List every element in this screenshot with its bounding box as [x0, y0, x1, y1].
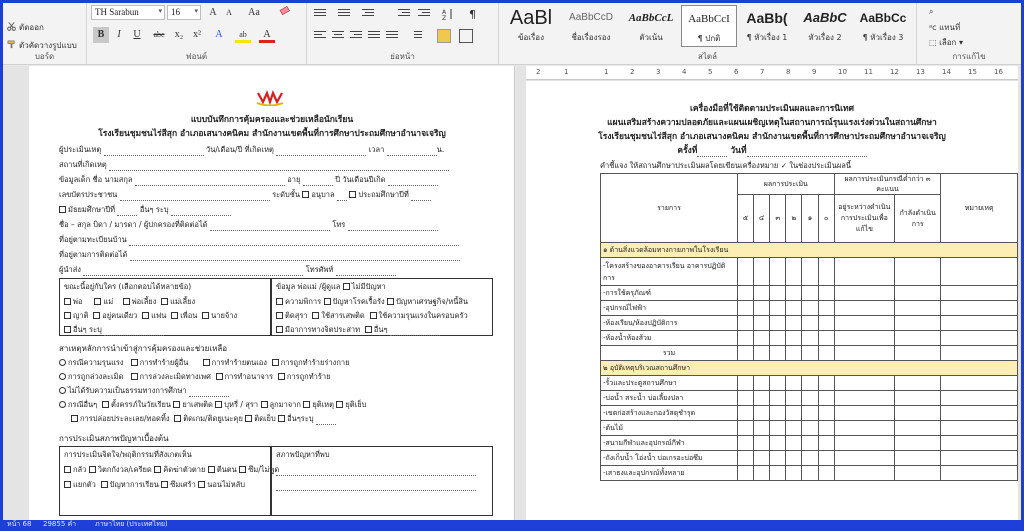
checkbox[interactable]	[93, 312, 100, 319]
clear-formatting-button[interactable]	[277, 5, 293, 21]
checkbox[interactable]	[215, 401, 222, 408]
strikethrough-button[interactable]: abc	[153, 30, 165, 39]
left-gutter	[3, 66, 29, 520]
score-col: ๐	[818, 195, 834, 243]
line-spacing-button[interactable]	[409, 29, 423, 43]
col-header-below: ผลการประเมินกรณีต่ำกว่า ๓ คะแนน	[834, 174, 941, 195]
table-row: -ห้องน้ำห้องส้วม	[601, 331, 738, 346]
ruler-tick: 1	[604, 68, 609, 76]
checkbox[interactable]	[324, 298, 331, 305]
ruler-tick: 1	[564, 68, 569, 76]
style-sample: AaBbC	[803, 10, 847, 25]
checkbox[interactable]	[387, 298, 394, 305]
ruler-tick: 12	[890, 68, 899, 76]
parent-info-row-3: มีอาการทางจิตประสาท อื่นๆ	[276, 324, 440, 336]
format-painter-label: ตัวคัดวางรูปแบบ	[19, 41, 77, 50]
eraser-icon	[279, 5, 291, 17]
left-page[interactable]	[29, 66, 515, 520]
chevron-down-icon: ▾	[158, 7, 162, 15]
score-col: ๓	[770, 195, 786, 243]
styles-group-label: สไตล์	[697, 52, 717, 61]
chevron-down-icon: ▾	[194, 7, 198, 15]
assess-row-1: กลัว วิตกกังวล/เครียด คิดฆ่าตัวตาย ตีนตน ซึม/ไม่พูด	[64, 464, 279, 476]
replace-button[interactable]	[929, 21, 960, 34]
language-indicator[interactable]: ภาษาไทย (ประเทศไทย)	[95, 520, 168, 528]
style-sample: AaBl	[509, 7, 553, 29]
radio[interactable]	[59, 401, 66, 408]
checkbox[interactable]	[303, 401, 310, 408]
field-contact-address: ที่อยู่ตามการติดต่อได้	[59, 249, 460, 261]
checkbox[interactable]	[278, 415, 285, 422]
horizontal-ruler[interactable]	[526, 66, 1018, 80]
style-sample: AaBbCc	[859, 11, 907, 25]
table-row: -ห้องเรียน/ห้องปฏิบัติการ	[601, 316, 738, 331]
multilevel-list-button[interactable]	[361, 7, 375, 21]
score-col: ๕	[737, 195, 753, 243]
clipboard-group-label: บอร์ด	[34, 52, 55, 61]
living-with-row-2: ญาติ อยู่คนเดียว แฟน เพื่อน นายจ้าง	[64, 310, 237, 322]
ruler-tick: 2	[630, 68, 635, 76]
checkbox[interactable]	[173, 401, 180, 408]
italic-button[interactable]: I	[117, 29, 121, 40]
style-heading-1[interactable]	[739, 5, 795, 47]
table-row: -บ่อน้ำ สระน้ำ บ่อเลี้ยงปลา	[601, 391, 738, 406]
right-instruction: คำชี้แจง ให้สถานศึกษาประเมินผลโดยเขียนเครื่องหมาย ✓ ในช่องประเมินผลนี้	[600, 161, 851, 170]
checkbox[interactable]	[142, 312, 149, 319]
shading-button[interactable]	[437, 29, 451, 43]
checkbox[interactable]	[239, 466, 246, 473]
text-effects-button[interactable]: A	[215, 29, 223, 40]
cut-button[interactable]	[7, 21, 44, 34]
field-id-number: เลขบัตรประชาชน ระดับชั้น อนุบาล ประถมศึกษาปีที่	[59, 189, 431, 201]
left-title: แบบบันทึกการคุ้มครองและช่วยเหลือนักเรียน	[190, 115, 354, 125]
style-name: ชื่อเรื่องรอง	[571, 33, 611, 42]
checkbox[interactable]	[302, 191, 309, 198]
checkbox[interactable]	[174, 415, 181, 422]
checkbox[interactable]	[349, 191, 356, 198]
styles-group	[499, 3, 917, 65]
checkbox[interactable]	[245, 415, 252, 422]
field-guardian: ชื่อ – สกุล บิดา / มารดา / ผู้ปกครองที่ติดต่อได้ โทร	[59, 219, 438, 231]
living-with-row-1: พ่อ แม่ พ่อเลี้ยง แม่เลี้ยง	[64, 296, 195, 308]
clipboard-group	[3, 3, 87, 65]
checkbox[interactable]	[94, 298, 101, 305]
checkbox[interactable]	[202, 312, 209, 319]
subscript-button[interactable]: x₂	[174, 29, 184, 40]
font-group	[87, 3, 307, 65]
superscript-button[interactable]: x²	[193, 29, 201, 40]
radio[interactable]	[59, 359, 66, 366]
highlight-button[interactable]: ab	[235, 27, 251, 43]
paintbrush-icon	[7, 40, 16, 49]
cause-row-3: ไม่ได้รับความเป็นธรรมทางการศึกษา	[59, 385, 229, 397]
left-document-pane[interactable]	[3, 66, 515, 520]
checkbox[interactable]	[278, 373, 285, 380]
assess-problem-heading: สภาพปัญหาที่พบ	[276, 450, 330, 459]
parent-info-heading: ข้อมูล พ่อแม่ /ผู้ดูแล ไม่มีปัญหา	[276, 282, 386, 291]
checkbox[interactable]	[203, 359, 210, 366]
radio[interactable]	[59, 387, 66, 394]
cut-label: ตัดออก	[19, 23, 44, 32]
style-emphasis[interactable]	[623, 5, 679, 47]
style-name: ตัวเน้น	[639, 33, 663, 42]
right-title-2: แผนเสริมสร้างความปลอดภัยและแผนเผชิญเหตุในสถานการณ์รุนแรงเร่งด่วนในสถานศึกษา	[607, 118, 937, 128]
col-header-below-b: กำลังดำเนินการ	[895, 195, 941, 243]
ruler-tick: 3	[656, 68, 661, 76]
font-name-combo[interactable]	[91, 5, 165, 20]
right-title-3: โรงเรียนชุมชนไร่สีสุก อำเภอเสนางคนิคม สำนักงานเขตพื้นที่การศึกษาประถมศึกษาอำนาจเจริญ	[598, 132, 946, 142]
checkbox[interactable]	[123, 298, 130, 305]
table-row: -อุปกรณ์ไฟฟ้า	[601, 301, 738, 316]
assess-mind-heading: การประเมินจิตใจ/พฤติกรรมที่สังเกตเห็น	[64, 450, 192, 459]
ribbon	[3, 3, 1021, 65]
checkbox[interactable]	[365, 326, 372, 333]
ruler-tick: 14	[942, 68, 951, 76]
right-page[interactable]	[526, 81, 1018, 520]
ruler-tick: 6	[734, 68, 739, 76]
checkbox[interactable]	[101, 481, 108, 488]
table-row: -ต้นไม้	[601, 421, 738, 436]
cause-row-4: กรณีอื่นๆ ตั้งครรภ์ในวัยเรียน ยาเสพติด บุหรี่ / สุรา ลูกมาจาก ยุติเหตุ ยุติเย็บ	[59, 399, 366, 411]
style-title[interactable]	[503, 5, 559, 47]
ruler-tick: 7	[760, 68, 765, 76]
ruler-tick: 2	[536, 68, 541, 76]
checkbox[interactable]	[370, 312, 377, 319]
cause-row-5: การปล่อยประละเลย/ทอดทิ้ง ติดเกม/ติดยูเนะคุย ติดเย็บ อื่นๆระบุ	[71, 413, 336, 425]
field-child-name: ข้อมูลเด็ก ชื่อ นามสกุล อายุ ปี วันเดือนปีเกิด	[59, 174, 438, 186]
parent-info-box	[271, 278, 493, 336]
svg-text:¶: ¶	[469, 8, 476, 21]
table-row: -เสาธงและอุปกรณ์ทั้งหลาย	[601, 466, 738, 481]
col-header-result: ผลการประเมิน	[737, 174, 834, 195]
checkbox[interactable]	[154, 466, 161, 473]
ruler-tick: 10	[838, 68, 847, 76]
assess-problem-box	[271, 446, 493, 516]
style-sample: AaBbCcI	[688, 13, 730, 25]
assess-heading: การประเมินสภาพปัญหาเบื้องต้น	[59, 434, 169, 443]
checkbox[interactable]	[64, 481, 71, 488]
align-right-button[interactable]	[349, 29, 363, 43]
font-name-value: TH Sarabun	[95, 7, 139, 17]
checkbox[interactable]	[161, 481, 168, 488]
change-case-button[interactable]: Aa	[248, 7, 260, 18]
col-header-below-a: อยู่ระหว่างดำเนินการประเมินเพื่อแก้ไข	[834, 195, 894, 243]
checkbox[interactable]	[208, 466, 215, 473]
cause-heading: สาเหตุหลักการนำเข้าสู่การคุ้มครองและช่วยเหลือ	[59, 344, 228, 353]
assess-mind-box	[59, 446, 280, 516]
left-subtitle: โรงเรียนชุมชนไร่สีสุก อำเภอเสนางคนิคม สำนักงานเขตพื้นที่การศึกษาประถมศึกษาอำนาจเจริญ	[98, 129, 446, 139]
font-size-combo[interactable]	[167, 5, 201, 20]
style-subtitle[interactable]	[561, 5, 621, 47]
style-sample: AaBb(	[746, 10, 788, 26]
checkbox[interactable]	[59, 206, 66, 213]
ruler-tick: 9	[812, 68, 817, 76]
parent-info-row-2: ติดสุรา ใช้สารเสพติด ใช้ความรุนแรงในครอบครัว	[276, 310, 468, 322]
cursor-icon: ⬚	[929, 38, 940, 47]
field-home-address: ที่อยู่ตามทะเบียนบ้าน	[59, 234, 459, 246]
assess-problem-line	[276, 467, 476, 476]
assess-problem-line	[276, 482, 476, 491]
col-header-item: รายการ	[601, 174, 738, 243]
distributed-button[interactable]	[385, 29, 399, 43]
word-window	[3, 3, 1021, 528]
select-label: เลือก	[939, 38, 957, 47]
checkbox[interactable]	[64, 466, 71, 473]
style-heading-3[interactable]	[855, 5, 911, 47]
style-name: ¶ ปกติ	[697, 34, 721, 43]
checkbox[interactable]	[261, 401, 268, 408]
checkbox[interactable]	[64, 326, 71, 333]
checkbox[interactable]	[276, 312, 283, 319]
cause-row-1: กรณีความรุนแรง การทำร้ายผู้อื่น การทำร้ายตนเอง การถูกทำร้ายร่างกาย	[59, 357, 349, 369]
living-with-box	[59, 278, 271, 336]
page-indicator[interactable]: หน้า 68	[7, 520, 32, 528]
style-name: ข้อเรื่อง	[517, 33, 544, 42]
style-name: หัวเรื่อง 2	[808, 33, 842, 42]
checkbox[interactable]	[336, 401, 343, 408]
score-col: ๒	[786, 195, 802, 243]
assess-row-2: แยกตัว ปัญหาการเรียน ซึมเศร้า นอนไม่หลับ	[64, 479, 245, 491]
ruler-tick: 11	[864, 68, 873, 76]
ruler-tick: 16	[994, 68, 1003, 76]
field-escort: ผู้นำส่ง โทรศัพท์	[59, 264, 396, 276]
style-normal[interactable]	[681, 5, 737, 47]
total-row: รวม	[601, 346, 738, 361]
find-button[interactable]: ⌕	[929, 7, 934, 16]
checkbox[interactable]	[216, 373, 223, 380]
ruler-tick: 13	[916, 68, 925, 76]
ruler-tick: 8	[786, 68, 791, 76]
replace-label: แทนที่	[939, 23, 961, 32]
paragraph-group	[307, 3, 499, 65]
evaluation-table	[600, 173, 1018, 481]
style-name: ¶ หัวเรื่อง 3	[862, 33, 904, 42]
style-sample: AaBbCcD	[569, 12, 613, 23]
ruler-tick: 5	[708, 68, 713, 76]
field-secondary: มัธยมศึกษาปีที่ อื่นๆ ระบุ	[59, 204, 231, 216]
checkbox[interactable]	[171, 312, 178, 319]
school-logo-icon	[255, 90, 285, 106]
right-round-line: ครั้งที่ วันที่	[526, 143, 1018, 157]
bullets-button[interactable]	[313, 7, 327, 21]
section-heading-2: ๒ อุบัติเหตุบริเวณสถานศึกษา	[601, 361, 1018, 376]
right-title-1: เครื่องมือที่ใช้ติดตามประเมินผลและการนิเทศ	[689, 104, 855, 114]
col-header-note: หมายเหตุ	[941, 174, 1018, 243]
living-with-heading: ขณะนี้อยู่กับใคร (เลือกตอบได้หลายข้อ)	[64, 282, 192, 291]
paragraph-group-label: ย่อหน้า	[390, 52, 415, 61]
editing-group-label: การแก้ไข	[952, 52, 986, 61]
ruler-tick: 15	[968, 68, 977, 76]
score-col: ๔	[754, 195, 770, 243]
svg-text:A: A	[442, 9, 447, 16]
section-heading-1: ๑ ด้านสิ่งแวดล้อมทางกายภาพในโรงเรียน	[601, 243, 1018, 258]
numbering-button[interactable]	[337, 7, 351, 21]
checkbox[interactable]	[272, 359, 279, 366]
increase-indent-button[interactable]	[417, 7, 431, 21]
table-row: -รั้วและประตูสถานศึกษา	[601, 376, 738, 391]
table-row: -การใช้ครุภัณฑ์	[601, 286, 738, 301]
checkbox[interactable]	[161, 298, 168, 305]
checkbox[interactable]	[131, 373, 138, 380]
style-sample: AaBbCcL	[628, 12, 674, 24]
parent-info-row-1: ความพิการ ปัญหาโรคเรื้อรัง ปัญหาเศรษฐกิจ/หนี้สิน	[276, 296, 468, 308]
sort-button[interactable]	[441, 7, 455, 21]
sort-icon	[441, 7, 455, 21]
grow-font-button[interactable]: A	[209, 7, 217, 18]
checkbox[interactable]	[64, 312, 71, 319]
shrink-font-button[interactable]: A	[226, 8, 232, 17]
checkbox[interactable]	[343, 283, 350, 290]
table-row: -เขตก่อสร้างและกองวัสดุชำรุด	[601, 406, 738, 421]
align-center-button[interactable]	[331, 29, 345, 43]
checkbox[interactable]	[64, 298, 71, 305]
show-marks-button[interactable]	[467, 7, 481, 21]
checkbox[interactable]	[276, 326, 283, 333]
scissors-icon	[7, 22, 16, 31]
right-document-pane[interactable]	[516, 66, 1021, 520]
table-row: -สนามกีฬาและอุปกรณ์กีฬา	[601, 436, 738, 451]
align-left-button[interactable]	[313, 29, 327, 43]
word-count[interactable]: 29855 คำ	[43, 520, 77, 528]
font-color-button[interactable]: A	[259, 27, 275, 43]
svg-text:Z: Z	[442, 15, 447, 21]
ruler-tick: 4	[682, 68, 687, 76]
pilcrow-icon	[467, 7, 481, 21]
checkbox[interactable]	[312, 312, 319, 319]
checkbox[interactable]	[71, 415, 78, 422]
checkbox[interactable]	[198, 481, 205, 488]
checkbox[interactable]	[102, 401, 109, 408]
editing-group	[917, 3, 1021, 65]
living-with-row-3: อื่นๆ ระบุ	[64, 324, 164, 336]
decrease-indent-button[interactable]	[397, 7, 411, 21]
checkbox[interactable]	[89, 466, 96, 473]
bold-button[interactable]: B	[93, 27, 109, 43]
select-button[interactable]: ⬚ เลือก ▾	[929, 38, 963, 47]
justify-button[interactable]	[367, 29, 381, 43]
table-row: -ถังเก็บน้ำ โอ่งน้ำ บ่อเกรอะบ่อซึม	[601, 451, 738, 466]
borders-button[interactable]	[459, 29, 473, 43]
score-col: ๑	[802, 195, 818, 243]
table-row: -โครงสร้างของอาคารเรียน อาคารปฏิบัติการ	[601, 258, 738, 286]
font-size-value: 16	[171, 7, 180, 17]
checkbox[interactable]	[276, 298, 283, 305]
style-name: ¶ หัวเรื่อง 1	[746, 33, 788, 42]
field-location: สถานที่เกิดเหตุ	[59, 159, 449, 171]
checkbox[interactable]	[131, 359, 138, 366]
status-bar	[3, 520, 1021, 528]
radio[interactable]	[59, 373, 66, 380]
underline-button[interactable]: U	[133, 29, 141, 40]
style-heading-2[interactable]	[797, 5, 853, 47]
cause-row-2: การถูกล่วงละเมิด การล่วงละเมิดทางเพศ การทำอนาจาร การถูกทำร้าย	[59, 371, 330, 383]
replace-icon: ᵃc	[929, 23, 940, 32]
font-group-label: ฟอนต์	[185, 52, 208, 61]
field-reporter: ผู้ประเมินเหตุ วัน/เดือน/ปี ที่เกิดเหตุ เวลา น.	[59, 145, 445, 154]
